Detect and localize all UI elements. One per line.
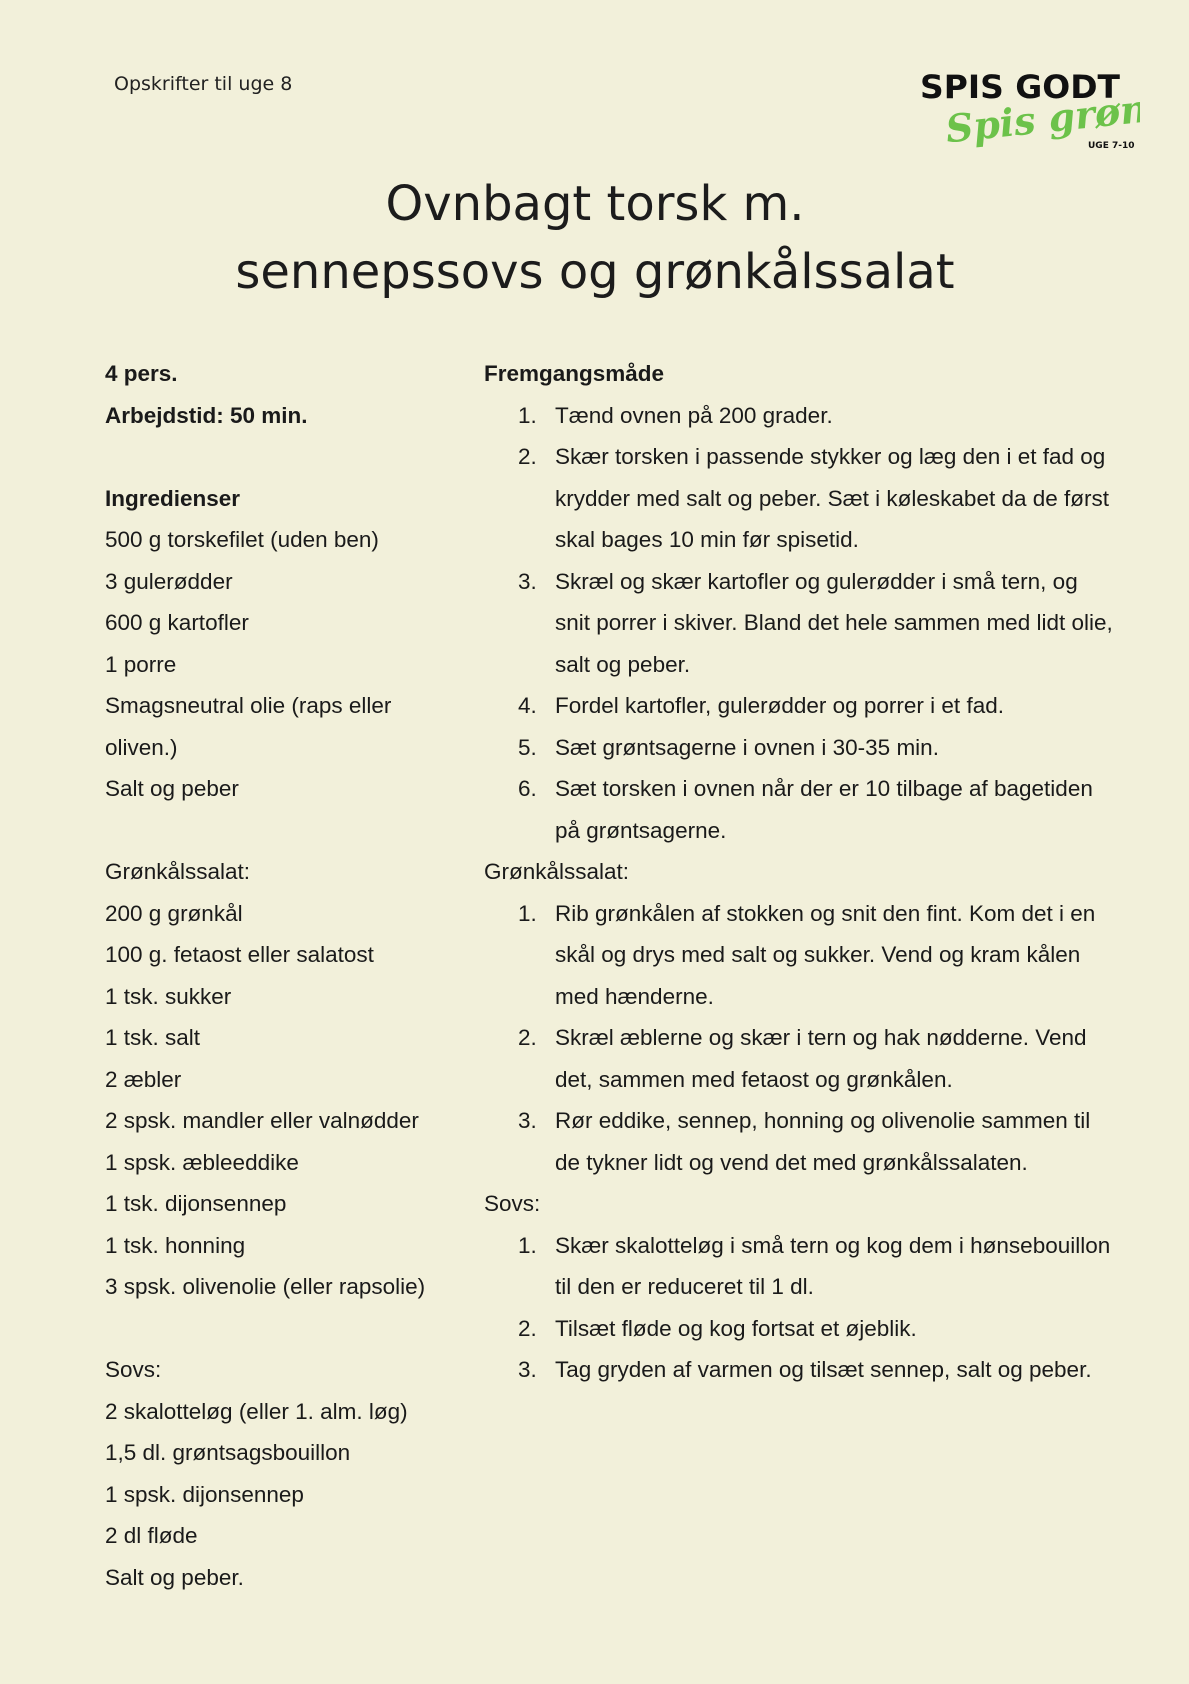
salad-ingredients-heading: Grønkålssalat: <box>105 859 251 884</box>
step-number: 3. <box>518 568 537 594</box>
step-number: 1. <box>518 402 537 428</box>
step-number: 2. <box>518 444 537 469</box>
sauce-method-heading: Sovs: <box>484 1191 541 1216</box>
ingredient-item: 2 æbler <box>105 1066 182 1092</box>
step-number: 3. <box>518 1108 537 1133</box>
ingredient-item: 2 dl fløde <box>105 1523 198 1548</box>
step-text: Rib grønkålen af stokken og snit den fint. Kom det i en skål og drys med salt og sukker. Vend og kram kålen med hænderne. <box>555 900 1096 1009</box>
step-item <box>484 1017 1114 1100</box>
step-number: 1. <box>518 900 537 926</box>
step-item <box>484 1349 1114 1391</box>
logo-line1: SPIS GODT <box>920 68 1121 106</box>
step-item <box>484 893 1114 1018</box>
salad-method-heading: Grønkålssalat: <box>484 859 630 884</box>
step-number: 3. <box>518 1357 537 1382</box>
ingredient-item: Smagsneutral olie (raps eller <box>105 693 392 718</box>
method-steps <box>484 395 1114 852</box>
worktime: Arbejdstid: 50 min. <box>105 402 308 428</box>
step-number: 2. <box>518 1315 537 1341</box>
recipe-title <box>180 170 1010 306</box>
step-number: 2. <box>518 1025 537 1050</box>
ingredient-item: 1 tsk. honning <box>105 1232 246 1258</box>
step-text: Skræl æblerne og skær i tern og hak nødderne. Vend det, sammen med fetaost og grønkålen. <box>555 1025 1087 1092</box>
salad-steps <box>484 893 1114 1184</box>
step-text: Tilsæt fløde og kog fortsat et øjeblik. <box>555 1315 917 1341</box>
ingredient-item: Salt og peber. <box>105 1564 244 1590</box>
method-column <box>484 353 1114 1391</box>
ingredient-item: 200 g grønkål <box>105 900 243 926</box>
step-item <box>484 1308 1114 1350</box>
step-text: Sæt torsken i ovnen når der er 10 tilbage af bagetiden på grøntsagerne. <box>555 776 1093 843</box>
ingredient-item: 1 porre <box>105 651 177 677</box>
step-number: 1. <box>518 1232 537 1258</box>
salad-ingredients-list <box>105 893 475 1308</box>
step-item <box>484 768 1114 851</box>
ingredient-item: 1,5 dl. grøntsagsbouillon <box>105 1440 351 1465</box>
step-item <box>484 1100 1114 1183</box>
ingredients-list <box>105 519 475 810</box>
ingredient-item: 3 gulerødder <box>105 568 233 594</box>
step-item <box>484 436 1114 561</box>
ingredients-heading: Ingredienser <box>105 485 241 511</box>
title-line1: Ovnbagt torsk m. <box>385 176 805 232</box>
step-text: Sæt grøntsagerne i ovnen i 30-35 min. <box>555 734 939 760</box>
servings: 4 pers. <box>105 361 178 386</box>
step-item <box>484 685 1114 727</box>
ingredient-item: 500 g torskefilet (uden ben) <box>105 527 379 552</box>
title-line2: sennepssovs og grønkålssalat <box>235 244 955 300</box>
step-text: Skræl og skær kartofler og gulerødder i små tern, og snit porrer i skiver. Bland det hele sammen med lidt olie, salt og peber. <box>555 568 1113 677</box>
ingredient-item: 2 skalotteløg (eller 1. alm. løg) <box>105 1398 408 1424</box>
method-heading: Fremgangsmåde <box>484 361 665 386</box>
sauce-ingredients-list <box>105 1391 475 1599</box>
sauce-steps <box>484 1225 1114 1391</box>
step-text: Tag gryden af varmen og tilsæt sennep, salt og peber. <box>555 1357 1092 1382</box>
sauce-ingredients-heading: Sovs: <box>105 1357 162 1382</box>
ingredient-item: 1 tsk. dijonsennep <box>105 1191 287 1216</box>
ingredient-item: 1 tsk. sukker <box>105 983 232 1009</box>
step-item <box>484 1225 1114 1308</box>
step-item <box>484 727 1114 769</box>
ingredient-item: 100 g. fetaost eller salatost <box>105 942 374 967</box>
ingredient-item: Salt og peber <box>105 776 239 801</box>
step-item <box>484 561 1114 686</box>
ingredient-item: 1 spsk. æbleeddike <box>105 1149 299 1175</box>
step-text: Tænd ovnen på 200 grader. <box>555 402 833 428</box>
step-text: Fordel kartofler, gulerødder og porrer i et fad. <box>555 693 1004 718</box>
step-item <box>484 395 1114 437</box>
step-text: Skær torsken i passende stykker og læg den i et fad og krydder med salt og peber. Sæt i køleskabet da de først skal bages 10 min før spisetid. <box>555 444 1110 552</box>
ingredient-item: oliven.) <box>105 734 178 760</box>
ingredient-item: 600 g kartofler <box>105 610 249 635</box>
ingredient-item: 3 spsk. olivenolie (eller rapsolie) <box>105 1274 426 1299</box>
logo-line2: Spis grønt <box>943 83 1140 152</box>
ingredient-item: 2 spsk. mandler eller valnødder <box>105 1108 419 1133</box>
step-number: 6. <box>518 776 537 801</box>
step-number: 4. <box>518 693 537 718</box>
step-text: Skær skalotteløg i små tern og kog dem i hønsebouillon til den er reduceret til 1 dl. <box>555 1232 1111 1299</box>
ingredient-item: 1 spsk. dijonsennep <box>105 1481 304 1507</box>
ingredients-column <box>105 353 475 1598</box>
spis-godt-logo <box>918 66 1140 166</box>
header-note: Opskrifter til uge 8 <box>114 73 293 95</box>
step-text: Rør eddike, sennep, honning og olivenolie sammen til de tykner lidt og vend det med grønkålssalaten. <box>555 1108 1091 1175</box>
ingredient-item: 1 tsk. salt <box>105 1025 201 1050</box>
step-number: 5. <box>518 734 537 760</box>
logo-line3: UGE 7-10 <box>1088 141 1135 151</box>
